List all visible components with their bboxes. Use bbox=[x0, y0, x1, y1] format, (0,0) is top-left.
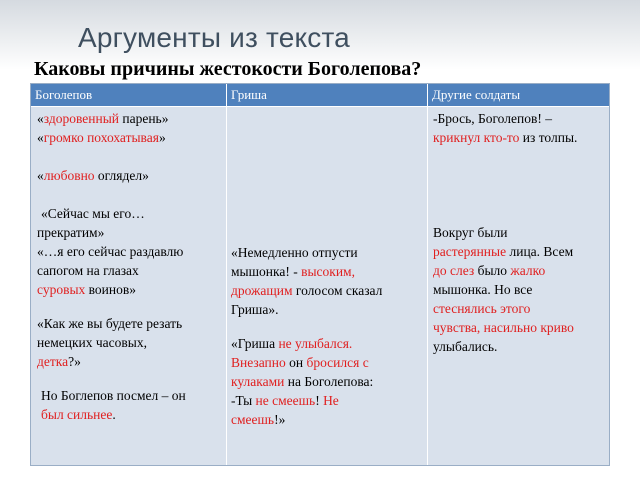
column-divider bbox=[226, 84, 227, 465]
quote-line: Но Боглепов посмел – он bbox=[41, 388, 186, 403]
quote-line: Гриша». bbox=[231, 302, 279, 317]
quote-line: немецких часовых, bbox=[37, 335, 147, 350]
quote-line: детка?» bbox=[37, 354, 81, 369]
quote-line: прекратим» bbox=[37, 225, 105, 240]
quote-line: дрожащим голосом сказал bbox=[231, 283, 383, 298]
header-bogolepov: Боголепов bbox=[35, 87, 93, 102]
quote-line: растерянные лица. Всем bbox=[433, 244, 574, 259]
quote-line: мышонка. Но все bbox=[433, 282, 533, 297]
quote-line: был сильнее. bbox=[41, 407, 116, 422]
cell-other-soldiers bbox=[433, 109, 609, 356]
quote-line: до слез было жалко bbox=[433, 263, 546, 278]
quote-line: «Гриша не улыбался. bbox=[231, 336, 353, 351]
quote-line: «Как же вы будете резать bbox=[37, 316, 183, 331]
cell-bogolepov bbox=[37, 109, 225, 424]
quote-line: Вокруг были bbox=[433, 225, 508, 240]
quote-line: суровых воинов» bbox=[37, 282, 136, 297]
quote-line: смеешь!» bbox=[231, 412, 286, 427]
column-divider bbox=[427, 84, 428, 465]
quote-line: чувства, насильно криво bbox=[433, 320, 574, 335]
quote-line: «…я его сейчас раздавлю bbox=[37, 244, 184, 259]
quote-line: «Немедленно отпусти bbox=[231, 245, 358, 260]
quote-line: сапогом на глазах bbox=[37, 263, 139, 278]
question-heading: Каковы причины жестокости Боголепова? bbox=[34, 58, 422, 80]
quote-line: Внезапно он бросился с bbox=[231, 355, 369, 370]
quote-line: улыбались. bbox=[433, 339, 498, 354]
header-divider bbox=[31, 106, 609, 107]
quote-line: стеснялись этого bbox=[433, 301, 531, 316]
arguments-table bbox=[30, 83, 610, 466]
cell-grisha bbox=[231, 243, 423, 429]
slide-title: Аргументы из текста bbox=[78, 22, 350, 53]
quote-line: «Сейчас мы его… bbox=[41, 206, 145, 221]
quote-line: «любовно оглядел» bbox=[37, 168, 149, 183]
header-grisha: Гриша bbox=[231, 87, 267, 102]
quote-line: -Ты не смеешь! Не bbox=[231, 393, 339, 408]
quote-line: «здоровенный парень» bbox=[37, 111, 169, 126]
header-other-soldiers: Другие солдаты bbox=[432, 87, 521, 102]
quote-line: «громко похохатывая» bbox=[37, 130, 166, 145]
quote-line: кулаками на Боголепова: bbox=[231, 374, 374, 389]
quote-line: -Брось, Боголепов! – bbox=[433, 111, 552, 126]
quote-line: мышонка! - высоким, bbox=[231, 264, 355, 279]
quote-line: крикнул кто-то из толпы. bbox=[433, 130, 578, 145]
